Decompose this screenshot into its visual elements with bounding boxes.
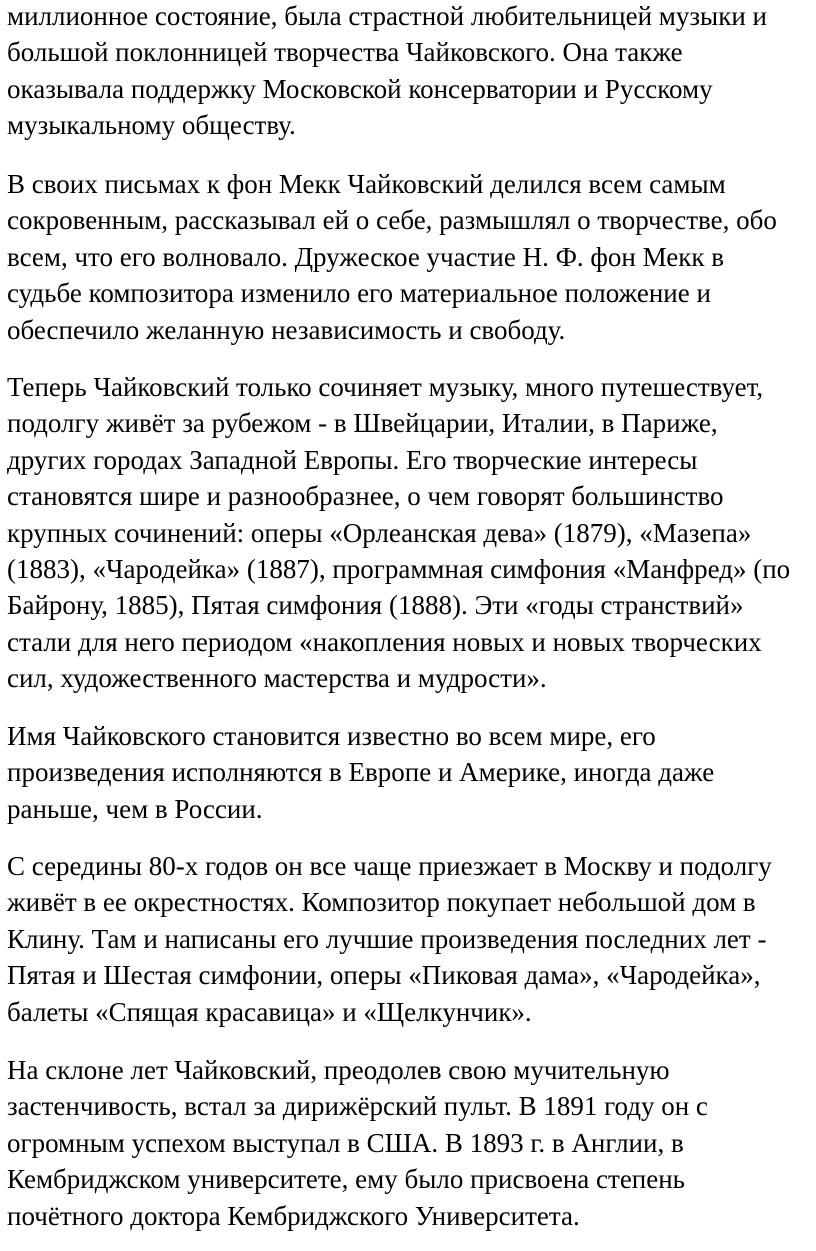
text-line: сил, художественного мастерства и мудрости».: [7, 663, 547, 694]
paragraph-5: [7, 848, 812, 1030]
text-line: судьбе композитора изменило его материальное положение и: [7, 278, 711, 309]
text-line: оказывала поддержку Московской консерватории и Русскому: [7, 73, 713, 104]
text-line: На склоне лет Чайковский, преодолев свою мучительную: [7, 1055, 670, 1085]
paragraph-3: [7, 369, 812, 697]
text-line: почётного доктора Кембриджского Университета.: [7, 1200, 580, 1231]
text-line: Байрону, 1885), Пятая симфония (1888). Эти «годы странствий»: [7, 590, 744, 621]
text-line: (1883), «Чародейка» (1887), программная симфония «Манфред» (по: [7, 554, 791, 585]
text-line: музыкальному обществу.: [7, 110, 296, 141]
text-line: подолгу живёт за рубежом - в Швейцарии, Италии, в Париже,: [7, 408, 718, 439]
text-line: крупных сочинений: оперы «Орлеанская дева» (1879), «Мазепа»: [7, 517, 752, 548]
paragraph-2: [7, 166, 812, 348]
paragraph-6: [7, 1052, 812, 1234]
text-line: Имя Чайковского становится известно во всем мире, его: [7, 721, 656, 751]
text-line: всем, что его волновало. Дружеское участие Н. Ф. фон Мекк в: [7, 241, 724, 272]
text-line: раньше, чем в России.: [7, 793, 263, 824]
text-line: живёт в ее окрестностях. Композитор покупает небольшой дом в: [7, 887, 756, 918]
text-line: Клину. Там и написаны его лучшие произведения последних лет -: [7, 923, 767, 954]
paragraph-4: [7, 718, 812, 827]
text-line: сокровенным, рассказывал ей о себе, размышлял о творчестве, обо: [7, 205, 777, 236]
text-line: Теперь Чайковский только сочиняет музыку, много путешествует,: [7, 372, 764, 402]
text-line: становятся шире и разнообразнее, о чем говорят большинство: [7, 481, 724, 512]
paragraph-1: [7, 0, 812, 144]
text-line: произведения исполняются в Европе и Америке, иногда даже: [7, 757, 715, 788]
text-line: огромным успехом выступал в США. В 1893 г. в Англии, в: [7, 1127, 684, 1158]
text-line: В своих письмах к фон Мекк Чайковский делился всем самым: [7, 169, 726, 199]
text-line: других городах Западной Европы. Его творческие интересы: [7, 444, 698, 475]
text-line: застенчивость, встал за дирижёрский пульт. В 1891 году он с: [7, 1091, 708, 1122]
text-line: большой поклонницей творчества Чайковского. Она также: [7, 37, 683, 68]
text-line: миллионное состояние, была страстной любительницей музыки и: [7, 1, 767, 31]
text-line: стали для него периодом «накопления новых и новых творческих: [7, 626, 762, 657]
text-line: С середины 80-х годов он все чаще приезжает в Москву и подолгу: [7, 851, 772, 881]
text-line: балеты «Спящая красавица» и «Щелкунчик».: [7, 996, 532, 1027]
text-line: Кембриджском университете, ему было присвоена степень: [7, 1164, 685, 1195]
text-line: Пятая и Шестая симфонии, оперы «Пиковая дама», «Чародейка»,: [7, 960, 761, 991]
text-line: обеспечило желанную независимость и свободу.: [7, 314, 566, 345]
